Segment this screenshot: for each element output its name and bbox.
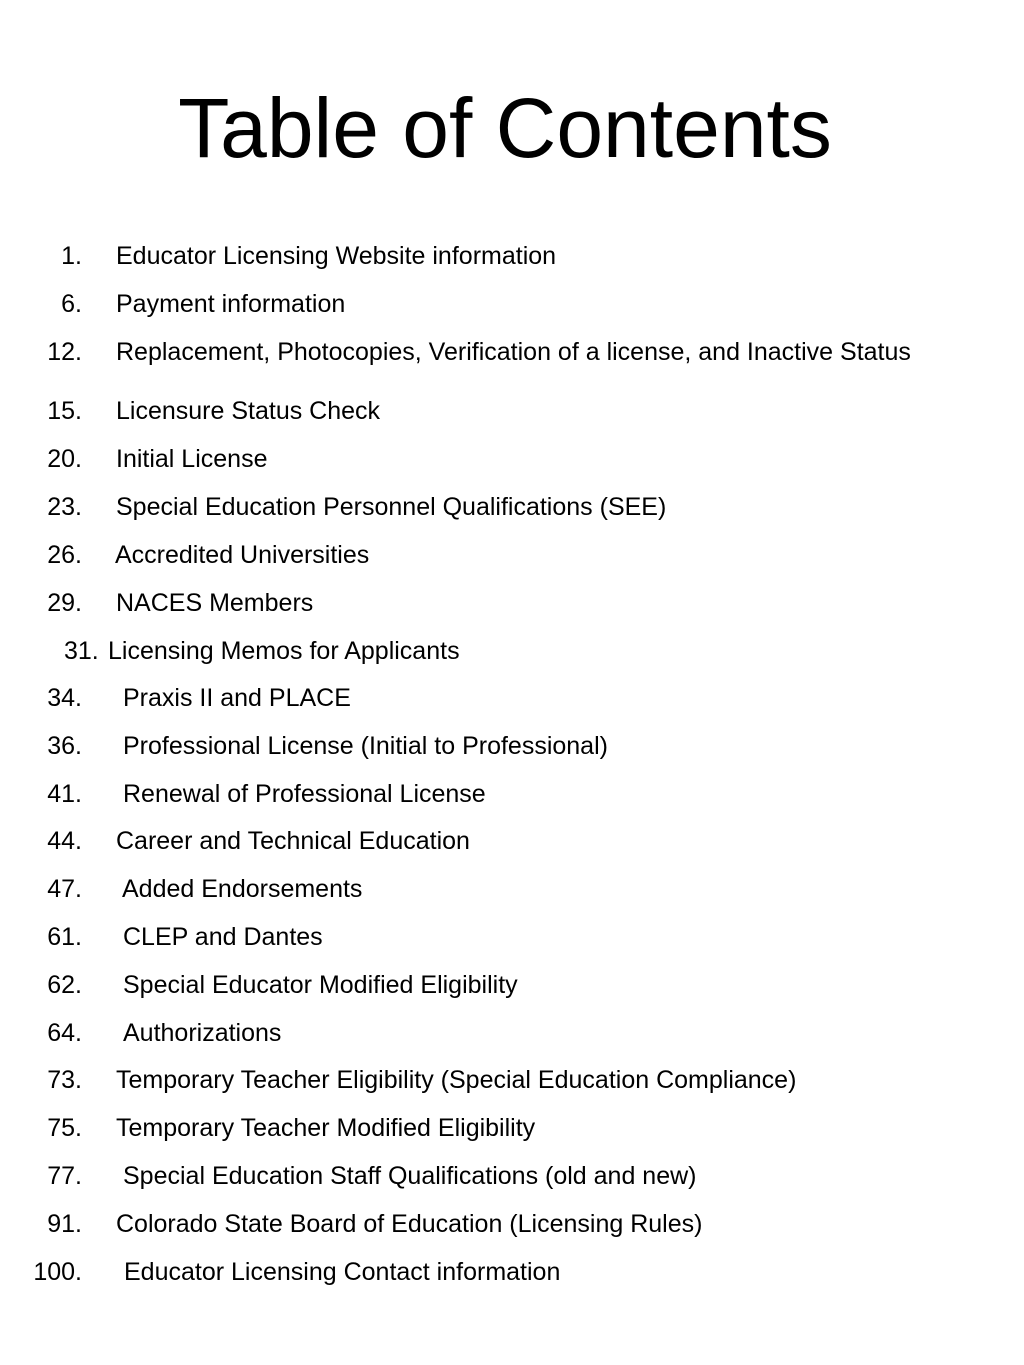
toc-entry xyxy=(0,968,1000,1002)
toc-entry xyxy=(0,824,1000,858)
toc-entry xyxy=(0,335,1000,369)
toc-page-number: 26. xyxy=(47,541,82,569)
toc-entry-label: Payment information xyxy=(116,290,346,318)
toc-entry-label: Licensing Memos for Applicants xyxy=(108,637,460,665)
toc-page-number: 15. xyxy=(47,397,82,425)
toc-entry-label: Special Educator Modified Eligibility xyxy=(123,971,518,999)
toc-entry-label: Career and Technical Education xyxy=(116,827,470,855)
toc-entry-label: Special Education Personnel Qualifications (SEE) xyxy=(116,493,667,521)
toc-page-number: 47. xyxy=(47,875,82,903)
toc-entry xyxy=(0,872,1000,906)
toc-entry xyxy=(0,729,1000,763)
toc-page-number: 77. xyxy=(47,1162,82,1190)
toc-entry-label: Licensure Status Check xyxy=(116,397,381,425)
toc-entry xyxy=(0,394,1000,428)
toc-page-number: 36. xyxy=(47,732,82,760)
toc-entry xyxy=(0,1063,1000,1097)
toc-entry-label: Temporary Teacher Eligibility (Special Education Compliance) xyxy=(116,1066,797,1094)
toc-page-number: 61. xyxy=(47,923,82,951)
toc-entry xyxy=(0,1255,1000,1289)
toc-entry-label: NACES Members xyxy=(116,589,314,617)
toc-entry xyxy=(0,239,1000,273)
toc-entry-label: Renewal of Professional License xyxy=(123,780,486,808)
toc-entry xyxy=(0,490,1000,524)
toc-page-number: 23. xyxy=(47,493,82,521)
toc-page-number: 44. xyxy=(47,827,82,855)
page-title: Table of Contents xyxy=(178,81,832,175)
toc-entry-label: Colorado State Board of Education (Licensing Rules) xyxy=(116,1210,703,1238)
toc-entry xyxy=(0,538,1000,572)
toc-entry xyxy=(0,287,1000,321)
toc-entry-label: Educator Licensing Website information xyxy=(116,242,557,270)
toc-entry-label: Educator Licensing Contact information xyxy=(124,1258,561,1286)
toc-entry-label: Special Education Staff Qualifications (old and new) xyxy=(123,1162,697,1190)
toc-page-number: 29. xyxy=(47,589,82,617)
toc-entry xyxy=(0,1207,1000,1241)
toc-page-number: 34. xyxy=(47,684,82,712)
toc-page-number: 41. xyxy=(47,780,82,808)
toc-page-number: 64. xyxy=(47,1019,82,1047)
toc-entry-label: CLEP and Dantes xyxy=(123,923,323,951)
toc-entry xyxy=(0,442,1000,476)
toc-page-number: 20. xyxy=(47,445,82,473)
toc-entry xyxy=(0,920,1000,954)
toc-entry-label: Accredited Universities xyxy=(115,541,370,569)
toc-entry-label: Replacement, Photocopies, Verification of a license, and Inactive Status xyxy=(116,338,911,366)
toc-entry-label: Praxis II and PLACE xyxy=(123,684,351,712)
toc-entry-label: Temporary Teacher Modified Eligibility xyxy=(116,1114,536,1142)
toc-entry xyxy=(0,1111,1000,1145)
toc-page-number: 31. xyxy=(64,637,99,665)
toc-page-number: 73. xyxy=(47,1066,82,1094)
toc-entry xyxy=(0,681,1000,715)
toc-page-number: 6. xyxy=(61,290,82,318)
toc-page-number: 75. xyxy=(47,1114,82,1142)
toc-entry-label: Initial License xyxy=(116,445,268,473)
toc-entry xyxy=(0,586,1000,620)
toc-page-number: 91. xyxy=(47,1210,82,1238)
toc-page-number: 12. xyxy=(47,338,82,366)
toc-page-number: 1. xyxy=(61,242,82,270)
toc-entry xyxy=(0,634,1000,668)
toc-entry xyxy=(0,1159,1000,1193)
toc-entry-label: Added Endorsements xyxy=(122,875,363,903)
toc-entry-label: Professional License (Initial to Professional) xyxy=(123,732,608,760)
toc-entry xyxy=(0,777,1000,811)
toc-entry-label: Authorizations xyxy=(123,1019,282,1047)
toc-page-number: 100. xyxy=(33,1258,82,1286)
toc-page-number: 62. xyxy=(47,971,82,999)
toc-entry xyxy=(0,1016,1000,1050)
